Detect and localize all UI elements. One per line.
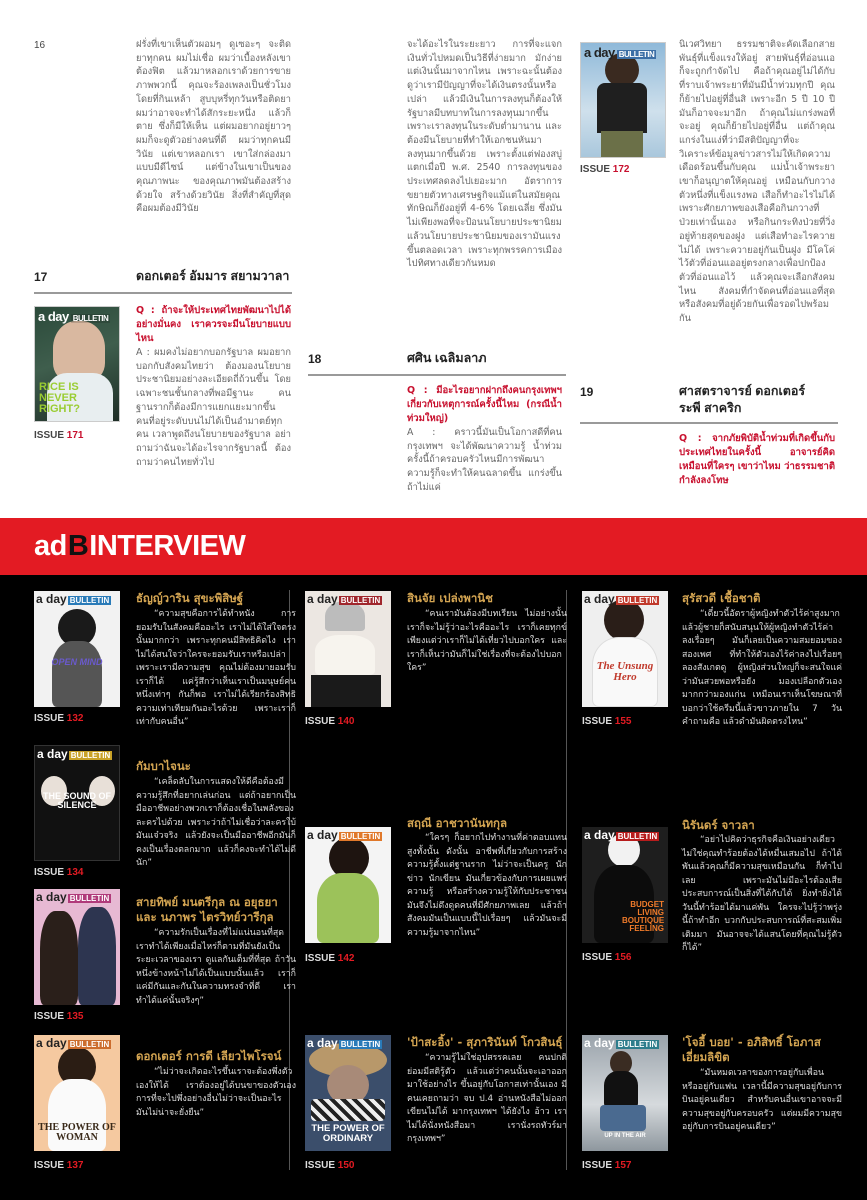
interview-item-132 <box>34 591 296 741</box>
cover-issue-132 <box>34 591 120 707</box>
cover-figure <box>315 635 375 675</box>
interviewee-name: ธัญญ์วาริน สุขะพิสิษฐ์ <box>136 591 244 605</box>
cover-scarf <box>311 1099 385 1121</box>
entry-19-qa <box>679 432 835 488</box>
masthead-a-day: a day BULLETIN <box>307 828 381 842</box>
banner-title <box>34 530 245 563</box>
interviewee-name: สุรัสวดี เชื้อชาติ <box>682 591 761 605</box>
interview-quote: “ไม่ว่าจะเกิดอะไรขึ้นเราจะต้องพึ่งตัวเองให้ได้ เราต้องอยู่ได้บนขาของตัวเอง การที่จะไปพึ่งอย่างอื่นไม่ว่าจะเป็นอะไร มันไม่น่าจะยั่งยืน” <box>136 1067 296 1118</box>
entry-18-name: ศศิน เฉลิมลาภ <box>407 351 487 365</box>
entry-17-question: Q : ถ้าจะให้ประเทศไทยพัฒนาไปได้อย่างมั่นคง เราควรจะมีนโยบายแบบไหน <box>136 305 291 344</box>
interview-item-155 <box>582 591 842 751</box>
interview-quote: “ใครๆ ก็อยากไปทำงานที่ค่าตอบแทนสูงทั้งนั้น ดังนั้น อาชีพที่เกี่ยวกับการสร้างความรู้ตั้งแต่ฐานราก ไม่ว่าจะเป็นครู นักข่าว นักเขียน มันเกี่ยวข้องกับการเผยแพร่ความรู้ หรือสร้างความรู้ให้กับประชาชน มันจึงไม่ดึงดูดคนที่มีศักยภาพเลย แล้วถ้าสังคมมันเป็นแบบนี้ไปเรื่อยๆ แล้วมันจะมีความรู้มาจากไหน” <box>407 833 567 938</box>
masthead-a-day: a day BULLETIN <box>584 1036 658 1050</box>
cover-headline: RICE IS NEVER RIGHT? <box>39 381 80 415</box>
cover-headline: THE POWER OF ORDINARY <box>311 1123 385 1144</box>
interview-item-140 <box>305 591 567 731</box>
masthead-a-day: a day BULLETIN <box>584 45 655 60</box>
issue-label: ISSUE 132 <box>34 713 84 724</box>
issue-label: ISSUE 156 <box>582 952 632 963</box>
cover-figure <box>40 911 78 1005</box>
masthead-a-day: a day BULLETIN <box>36 1036 110 1050</box>
cover-issue-157 <box>582 1035 668 1151</box>
entry-17-answer: A : ผมคงไม่อยากบอกรัฐบาล ผมอยากบอกกับสังคมไทยว่า ต้องมองนโยบายประชานิยมอย่างละเอียดถี่ถ้วนขึ้น โดยเฉพาะชนชั้นกลางที่พอมีฐานะ คนฐานรากก็ต้องมีการแยกแยะมากขึ้น คนที่อยู่ระดับบนไม่ได้เป็นอำมาตย์ทุกคน เวลาพูดถึงนโยบายของรัฐบาล อย่าถามว่าฉันจะได้อะไรจากรัฐบาลนี้ ต้องถามว่าคนไทยทั่วไป <box>136 347 291 468</box>
interviewee-name: 'โจอี้ บอย' - อภิสิทธิ์ โอภาสเอี่ยมลิขิต <box>682 1035 821 1064</box>
masthead-a-day: a day BULLETIN <box>37 747 111 761</box>
cover-headline: UP IN THE AIR <box>604 1133 646 1139</box>
entry-19-question: Q : จากภัยพิบัติน้ำท่วมที่เกิดขึ้นกับประเทศไทยในครั้งนี้ อาจารย์คิดเหมือนที่ใครๆ เขาว่าไหม ว่าธรรมชาติกำลังลงโทษ <box>679 433 835 486</box>
issue-label: ISSUE 137 <box>34 1160 84 1171</box>
interview-quote: “เคล็ดลับในการแสดงให้ดีคือต้องมีความรู้สึกที่อยากเล่นก่อน แต่ถ้าอยากเป็นมืออาชีพอย่างพวกเราก็ต้องเชื่อในพลังของละครไปด้วย เพราะว่าถ้าไม่เชื่อว่าละครใบ้มันแจ๋วจริง แล้วยังจะเป็นมืออาชีพอีกมันก็คงเป็นเรื่องตลกมาก แล้วก็คงจะทำได้ไม่ดีนัก” <box>136 777 296 868</box>
interview-item-134 <box>34 745 296 885</box>
issue-label-172: ISSUE 172 <box>580 164 630 175</box>
cover-issue-156 <box>582 827 668 943</box>
issue-label: ISSUE 157 <box>582 1160 632 1171</box>
cover-figure <box>78 907 116 1005</box>
section-banner <box>0 518 867 575</box>
interview-grid <box>0 575 867 1200</box>
masthead-a-day: a day BULLETIN <box>38 309 109 324</box>
interview-item-157 <box>582 1035 842 1175</box>
page-number: 16 <box>34 40 46 51</box>
issue-label: ISSUE 155 <box>582 716 632 727</box>
interviewee-name: กัมบาไจนะ <box>136 759 191 773</box>
cover-issue-150 <box>305 1035 391 1151</box>
cover-issue-142 <box>305 827 391 943</box>
entry-17-number: 17 <box>34 270 48 284</box>
entry-18-qa <box>407 384 562 495</box>
interview-item-156 <box>582 818 842 997</box>
interview-quote: “มันหมดเวลาของการอยู่กับเพื่อน หรืออยู่กับแฟน เวลานี้มีความสุขอยู่กับการบินอยู่คนเดียว สำหรับคนอื่นเขาอาจจะมีความสุขอยู่กับครอบครัว แต่ผมมีความสุขอยู่กับการบินอยู่คนเดียว” <box>682 1068 842 1132</box>
cover-figure-bottom <box>311 675 381 707</box>
interview-quote: “ความรักเป็นเรื่องที่ไม่แน่นอนที่สุด เราทำได้เพียงเมื่อไหร่ก็ตามที่มันยังเป็นระยะเวลาของเรา ดูแลกันเต็มที่ที่สุด ถ้าวันหนึ่งข้างหน้าไม่ได้เป็นแบบนั้นแล้ว เราก็แค่มีกันและกันในความทรงจำที่ดี เราทำได้แค่นั้นจริงๆ” <box>136 928 296 1006</box>
interviewee-name: สฤณี อาชวานันทกุล <box>407 816 508 830</box>
cover-issue-134 <box>34 745 120 861</box>
interview-item-150 <box>305 1035 567 1175</box>
divider <box>308 374 566 376</box>
masthead-a-day: a day BULLETIN <box>584 592 658 606</box>
issue-label: ISSUE 135 <box>34 1011 84 1022</box>
interview-quote: “ความรู้ไม่ใช่อุปสรรคเลย คนปกติย่อมมีสติรู้ตัว แล้วแต่ว่าคนนั้นจะเอาออกมาใช้อย่างไร ขึ้นอยู่กับโอกาสเท่านั้นเอง มีคนเคยถามว่า จบ ป.4 อ่านหนังสือไม่ออก เขียนไม่ได้ มากรุงเทพฯ ได้ยังไง อ้าว เราไม่ได้นั่งหนังสือมา เรานั่งรถทัวร์มากรุงเทพฯ” <box>407 1053 567 1144</box>
interviewee-name: สินจัย เปล่งพานิช <box>407 591 493 605</box>
cover-shirt <box>317 873 379 943</box>
cover-headline: The Unsung Hero <box>596 660 654 683</box>
divider <box>34 292 292 294</box>
col1-body-text: ฝรั่งที่เขาเห็นตัวผอมๆ ดูเซอะๆ จะติดยาทุกคน ผมไม่เชื่อ ผมว่าเบื้องหลังเขาต้องฟิต แล้วมาหลอกเราด้วยการขายภาพพวกนี้ คุณจะร้องเพลงเป็นชั่วโมงโดยที่กินเหล้า สูบบุหรี่ทุกวันหรือติดยา ผมว่าอาจจะทำได้สักระยะหนึ่ง แล้วก็ตาย ซึ่งก็มีให้เห็น แต่ผมอยากอยู่ยาวๆ ผมก็จะดูตัวอย่างคนที่ดี ผมว่าทุกคนมีวินัย แต่เขาหลอกเรา เขาใส่กล่องมาแบบมีดีไซน์ แต่ข้างในเขาเป็นของคุณภาพนะ ของคุณภาพมันต้องสร้างด้วยใจ สร้างด้วยวินัย สิ่งที่สำคัญที่สุดคือผมต้องมีวินัย <box>136 39 291 215</box>
issue-label: ISSUE 142 <box>305 953 355 964</box>
interviewee-name: นิรันดร์ จาวลา <box>682 818 755 832</box>
banner-prefix: ad <box>34 530 67 562</box>
interview-quote: “คนเรามันต้องมีบทเรียน ไม่อย่างนั้นเราก็จะไม่รู้ว่าอะไรคืออะไร เราก็เคยทุกข์ เพียงแต่ว่าเราก็ไม่ได้เที่ยวไปบอกใคร และเราก็เห็นว่ามันก็ไม่ใช่เรื่องที่จะต้องไปบอกใคร” <box>407 609 567 673</box>
entry-17-name: ดอกเตอร์ อัมมาร สยามวาลา <box>136 269 290 283</box>
interview-quote: “ความสุขคือการได้ทำหนัง การยอมรับในสังคมคืออะไร เราไม่ได้ใส่ใจตรงนั้นมากกว่า เพราะทุกคนมีสิทธิคิดไง เราไม่ได้สนใจว่าใครจะยอมรับเราหรือเปล่า เพราะเรามีความสุข คุณไม่ต้องมายอมรับเราก็ได้ แค่รู้สึกว่าเห็นเราเป็นมนุษย์คนหนึ่งเท่าๆ กันก็พอ เราไม่ได้เรียกร้องสิทธิความเท่าเทียมกันอะไรด้วย เพราะเราก็เท่ากับคนอื่น” <box>136 609 296 727</box>
entry-18-answer: A : คราวนี้มันเป็นโอกาสดีที่คนกรุงเทพฯ จะได้พัฒนาความรู้ น้ำท่วมครั้งนี้ถ้าครอบครัวไหนมีการพัฒนาความรู้ก็จะทำให้คนฉลาดขึ้น แกร่งขึ้น ถ้าไม่แค่ <box>407 427 562 493</box>
cover-issue-171 <box>34 306 120 422</box>
issue-label: ISSUE 134 <box>34 867 84 878</box>
masthead-a-day: a day BULLETIN <box>307 592 381 606</box>
cover-shirt <box>604 1071 638 1107</box>
interviewee-name: 'ป้าสะอิ้ง' - สุภารินันท์ โกวสินธุ์ <box>407 1035 563 1049</box>
masthead-a-day: a day BULLETIN <box>36 592 110 606</box>
banner-interview: INTERVIEW <box>89 530 246 562</box>
entry-19-number: 19 <box>580 385 594 399</box>
cover-issue-135 <box>34 889 120 1005</box>
issue-label: ISSUE 150 <box>305 1160 355 1171</box>
interview-item-142 <box>305 816 567 977</box>
cover-headline: THE SOUND OF SILENCE <box>42 791 111 810</box>
issue-label: ISSUE 140 <box>305 716 355 727</box>
divider <box>580 422 838 424</box>
interview-quote: “อย่าไปคิดว่าธุรกิจคือเงินอย่างเดียว ไม่ใช่คุณทำร้อยต้องได้หมื่นเสมอไป ถ้าได้พันแล้วคุณก็มีความสุขเหมือนกัน ก็ทำไปเลย เพราะมันไม่มีอะไรต้องเสีย ประสบการณ์เป็นสิ่งที่ได้กับได้ ยิ่งทำยิ่งได้ วันนี้ทำร้อยได้มาแค่พัน ใครจะไปรู้ว่าพรุ่งนี้ถ้าทำอีก บวกกับประสบการณ์ที่สะสมเพิ่มเติมมา มันอาจจะได้แสนโดยที่คุณไม่รู้ตัวก็ได้” <box>682 835 842 953</box>
entry-18-number: 18 <box>308 352 322 366</box>
interview-item-135 <box>34 889 296 1029</box>
cover-shirt <box>597 83 647 133</box>
article-continuation-section <box>0 0 867 518</box>
cover-headline: THE POWER OF WOMAN <box>38 1122 116 1143</box>
cover-pants <box>601 131 643 158</box>
interview-item-137 <box>34 1035 296 1175</box>
masthead-a-day: a day BULLETIN <box>307 1036 381 1050</box>
cover-issue-140 <box>305 591 391 707</box>
interviewee-name: ดอกเตอร์ การดี เลียวไพโรจน์ <box>136 1049 282 1063</box>
cover-portrait <box>53 321 105 381</box>
entry-18-question: Q : มีอะไรอยากฝากถึงคนกรุงเทพฯ เกี่ยวกับเหตุการณ์ครั้งนี้ไหม (กรณีน้ำท่วมใหญ่) <box>407 385 562 424</box>
cover-issue-172 <box>580 42 666 158</box>
col3-body-text: นิเวศวิทยา ธรรมชาติจะคัดเลือกสายพันธุ์ที่แข็งแรงให้อยู่ สายพันธุ์ที่อ่อนแอก็จะถูกกำจัดไป คือถ้าคุณอยู่ไม่ได้กับที่ราบเจ้าพระยาที่มันมีน้ำท่วมทุกปี คุณก็ย้ายไปอยู่ที่อื่นสิ เพราะอีก 5 ปี 10 ปี มันก็อาจจะมาอีก ถ้าคุณไม่แกร่งพอที่จะอยู่ คุณก็ย้ายไปอยู่ที่อื่น แต่ถ้าคุณแกร่งในแง่ที่ว่ามีสติปัญญาที่จะวิเคราะห์ข้อมูลข่าวสารไม่ให้เกิดความเดือดร้อนขึ้นกับคุณ แม่น้ำเจ้าพระยาเขาก็อนุญาตให้คุณอยู่ เหมือนกับกวางตัวหนึ่งที่แข็งแรงพอ เสือก็ทำอะไรไม่ได้ เพราะศักยภาพของเสือคือกินกวางที่ป่วยเท่านั้นเอง หรือกินกระทิงป่วยที่วิ่งอยู่ท้ายสุดของฝูง แต่เสือทำอะไรควายไม่ได้ เพราะควายอยู่กันเป็นฝูง มีโคโค่ไว้ตัวที่อ่อนแออยู่ตรงกลางเพื่อปกป้องตัวที่อ่อนแอไว้ แล้วคุณจะเลือกสังคมไหน สังคมที่กำจัดคนที่อ่อนแอที่สุด หรือสังคมที่อยู่ด้วยกันเพื่อรอดไปพร้อมกัน <box>679 39 835 325</box>
interview-quote: “เดี๋ยวนี้อัตราผู้หญิงทำตัวไร้ค่าสูงมาก แล้วผู้ชายก็สนับสนุนให้ผู้หญิงทำตัวไร้ค่าลงเรื่อยๆ มันก็เลยเป็นความสมยอมของสองเพศ ที่ทำให้ตัวเองไร้ค่าลงไปเรื่อยๆ ลองสังเกตดู ผู้หญิงส่วนใหญ่ก็จะสนใจแค่ว่ามันสวยพอหรือยัง มองเปลือกตัวเองมากกว่ามองแก่น เหมือนเราเห็นโฆษณาที่บอกว่าใช้ครีมนี้แล้วขาวภายใน 7 วัน คำถามคือ แล้วดำมันผิดตรงไหน” <box>682 609 842 727</box>
issue-label-171: ISSUE 171 <box>34 430 84 441</box>
entry-17-qa <box>136 304 291 469</box>
masthead-a-day: a day BULLETIN <box>36 890 110 904</box>
cover-jeans <box>600 1105 646 1131</box>
cover-headline: OPEN MIND <box>51 657 103 667</box>
cover-issue-137 <box>34 1035 120 1151</box>
masthead-a-day: a day BULLETIN <box>584 828 658 842</box>
cover-dress <box>52 641 102 707</box>
entry-19-name: ศาสตราจารย์ ดอกเตอร์ ระพี สาคริก <box>679 384 806 415</box>
cover-headline: BUDGET LIVING BOUTIQUE FEELING <box>622 900 665 933</box>
cover-issue-155 <box>582 591 668 707</box>
banner-b-logo: B <box>67 530 89 562</box>
col2-body-text: จะได้อะไรในระยะยาว การที่จะแจกเงินทั่วไปหมดเป็นวิธีที่ง่ายมาก มักง่าย แต่เงินนั้นมาจากไหน เพราะฉะนั้นต้องดูว่าเรามีปัญญาที่จะได้เงินตรงนั้นหรือเปล่า แล้วมีเงินในการลงทุนก็ต้องให้รัฐบาลมีบทบาทในการลงทุนมากขึ้น เพราะเราลงทุนในระดับต่ำมานาน และต้องมีนโยบายที่ทำให้เอกชนหันมาลงทุนมากขึ้นด้วย เพราะตั้งแต่ฟองสบู่แตกเมื่อปี พ.ศ. 2540 การลงทุนของประเทศลดลงไปเยอะมาก อัตราการขยายตัวทางเศรษฐกิจแม้แต่ในสมัยคุณทักษิณก็ยังอยู่ที่ 4-6% โดยเฉลี่ย ซึ่งมันไม่เพียงพอที่จะป้อนนโยบายประชานิยม แล้วนโยบายประชานิยมของเรามันแรงขึ้นตลอดเวลา เพราะทุกพรรคการเมืองไปทิศทางเดียวกันหมด <box>407 39 562 270</box>
interviewee-name: สายทิพย์ มนตรีกุล ณ อยุธยา และ นภาพร ไตรวิทย์วารีกุล <box>136 895 278 924</box>
